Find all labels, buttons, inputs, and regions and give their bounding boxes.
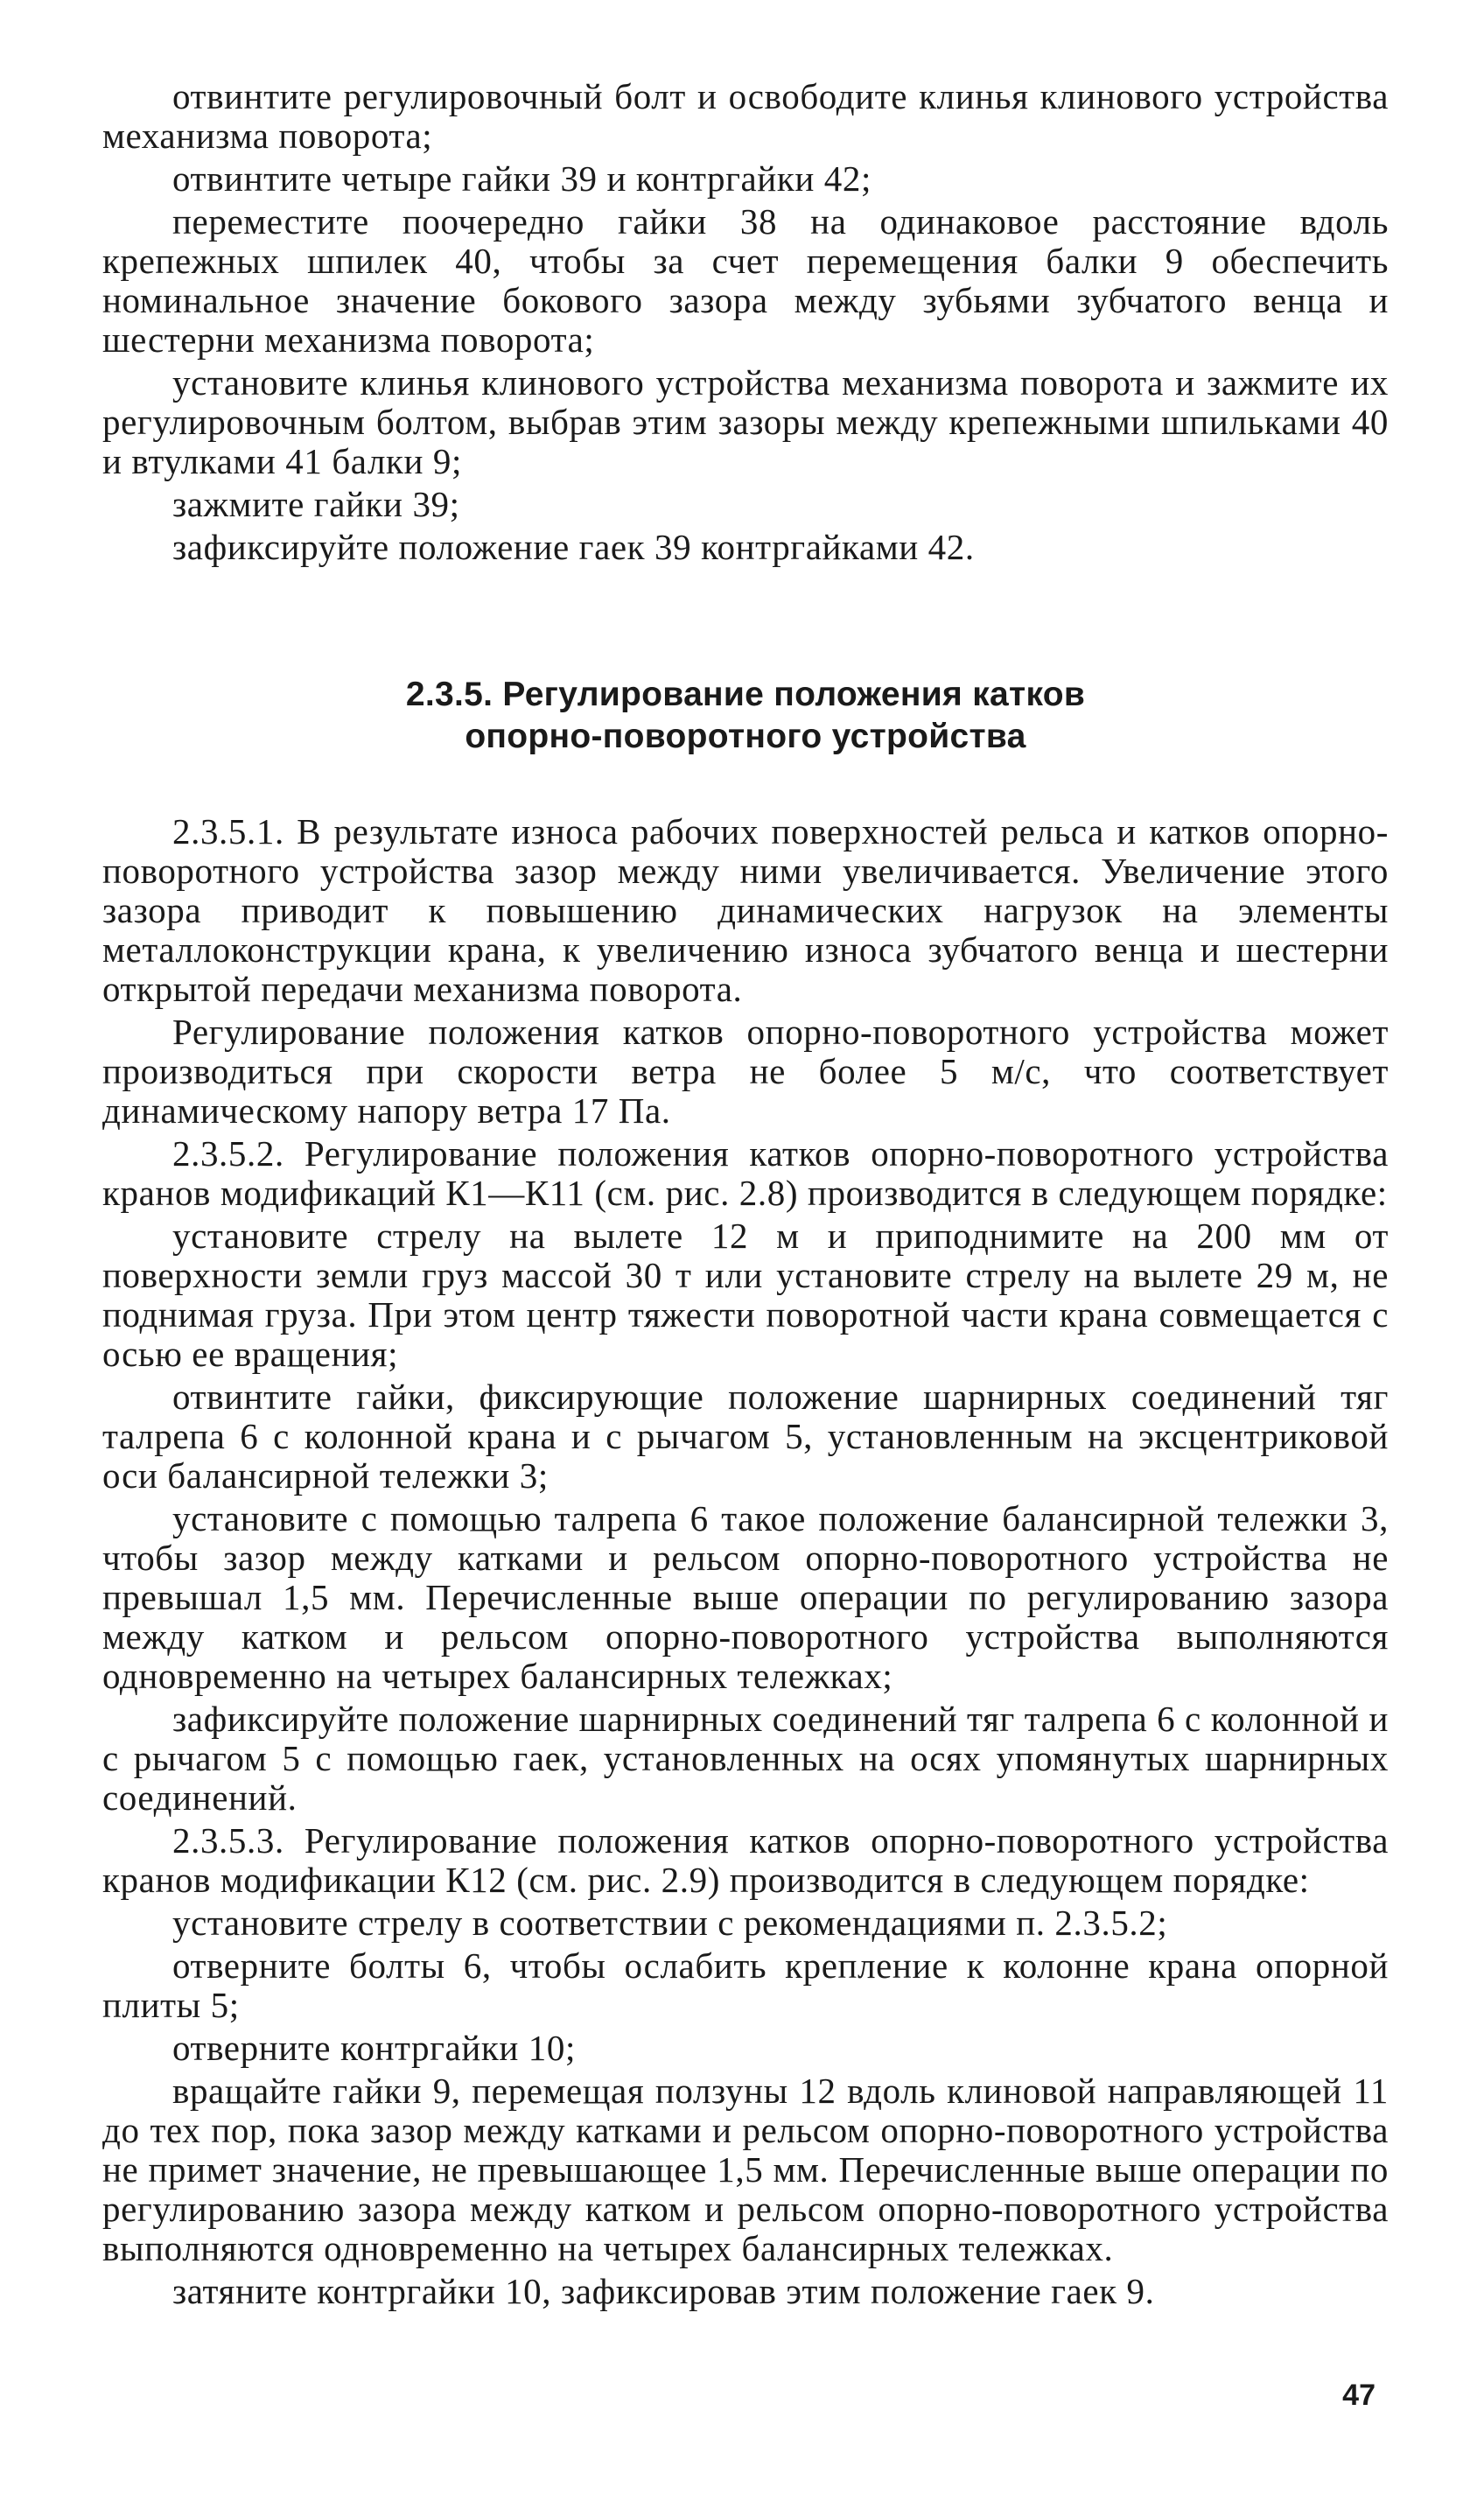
body-paragraph: Регулирование положения катков опорно-поворотного устройства может производиться при скорости ветра не более 5 м/с, что соответствует динамическому напору ветра 17 Па. [102, 1012, 1389, 1131]
section-heading-line-1: 2.3.5. Регулирование положения катков [405, 676, 1086, 713]
page-number: 47 [1342, 2379, 1376, 2412]
body-paragraph: 2.3.5.3. Регулирование положения катков опорно-поворотного устройства кранов модификации К12 (см. рис. 2.9) производится в следующем порядке: [102, 1820, 1389, 1900]
instruction-paragraph: зажмите гайки 39; [172, 484, 460, 524]
instruction-paragraph: вращайте гайки 9, перемещая ползуны 12 вдоль клиновой направляющей 11 до тех пор, пока зазор между катками и рельсом опорно-поворотного устройства не примет значение, не превышающее 1,5 мм. Перечисленные выше операции по регулированию зазора между катком и рельсом опорно-поворотного устройства выполняются одновременно на четырех балансирных тележках. [102, 2071, 1389, 2268]
instruction-paragraph: установите стрелу на вылете 12 м и приподнимите на 200 мм от поверхности земли груз массой 30 т или установите стрелу на вылете 29 м, не поднимая груза. При этом центр тяжести поворотной части крана совмещается с осью ее вращения; [102, 1216, 1389, 1374]
page-body [102, 77, 1389, 2311]
instruction-paragraph: переместите поочередно гайки 38 на одинаковое расстояние вдоль крепежных шпилек 40, чтобы за счет перемещения балки 9 обеспечить номинальное значение бокового зазора между зубьями зубчатого венца и шестерни механизма поворота; [102, 201, 1389, 360]
instruction-paragraph: установите стрелу в соответствии с рекомендациями п. 2.3.5.2; [172, 1903, 1168, 1943]
body-paragraph: 2.3.5.2. Регулирование положения катков опорно-поворотного устройства кранов модификаций К1—К11 (см. рис. 2.8) производится в следующем порядке: [102, 1133, 1389, 1213]
instruction-paragraph: затяните контргайки 10, зафиксировав этим положение гаек 9. [172, 2271, 1155, 2311]
instruction-paragraph: отверните болты 6, чтобы ослабить крепление к колонне крана опорной плиты 5; [102, 1945, 1389, 2025]
section-heading-line-2: опорно-поворотного устройства [465, 718, 1026, 755]
section-heading [102, 674, 1389, 758]
body-paragraph: 2.3.5.1. В результате износа рабочих поверхностей рельса и катков опорно-поворотного устройства зазор между ними увеличивается. Увеличение этого зазора приводит к повышению динамических нагрузок на элементы металлоконструкции крана, к увеличению износа зубчатого венца и шестерни открытой передачи механизма поворота. [102, 811, 1389, 1009]
instruction-paragraph: отвинтите гайки, фиксирующие положение шарнирных соединений тяг талрепа 6 с колонной крана и с рычагом 5, установленным на эксцентриковой оси балансирной тележки 3; [102, 1377, 1389, 1496]
instruction-paragraph: отверните контргайки 10; [172, 2028, 576, 2068]
instruction-paragraph: зафиксируйте положение шарнирных соединений тяг талрепа 6 с колонной и с рычагом 5 с помощью гаек, установленных на осях упомянутых шарнирных соединений. [102, 1699, 1389, 1818]
instruction-paragraph: установите с помощью талрепа 6 такое положение балансирной тележки 3, чтобы зазор между катками и рельсом опорно-поворотного устройства не превышал 1,5 мм. Перечисленные выше операции по регулированию зазора между катком и рельсом опорно-поворотного устройства выполняются одновременно на четырех балансирных тележках; [102, 1498, 1389, 1696]
instruction-paragraph: зафиксируйте положение гаек 39 контргайками 42. [172, 527, 975, 567]
instruction-paragraph: установите клинья клинового устройства механизма поворота и зажмите их регулировочным болтом, выбрав этим зазоры между крепежными шпильками 40 и втулками 41 балки 9; [102, 362, 1389, 481]
instruction-paragraph: отвинтите четыре гайки 39 и контргайки 42; [172, 158, 872, 199]
instruction-paragraph: отвинтите регулировочный болт и освободите клинья клинового устройства механизма поворота; [102, 76, 1389, 156]
